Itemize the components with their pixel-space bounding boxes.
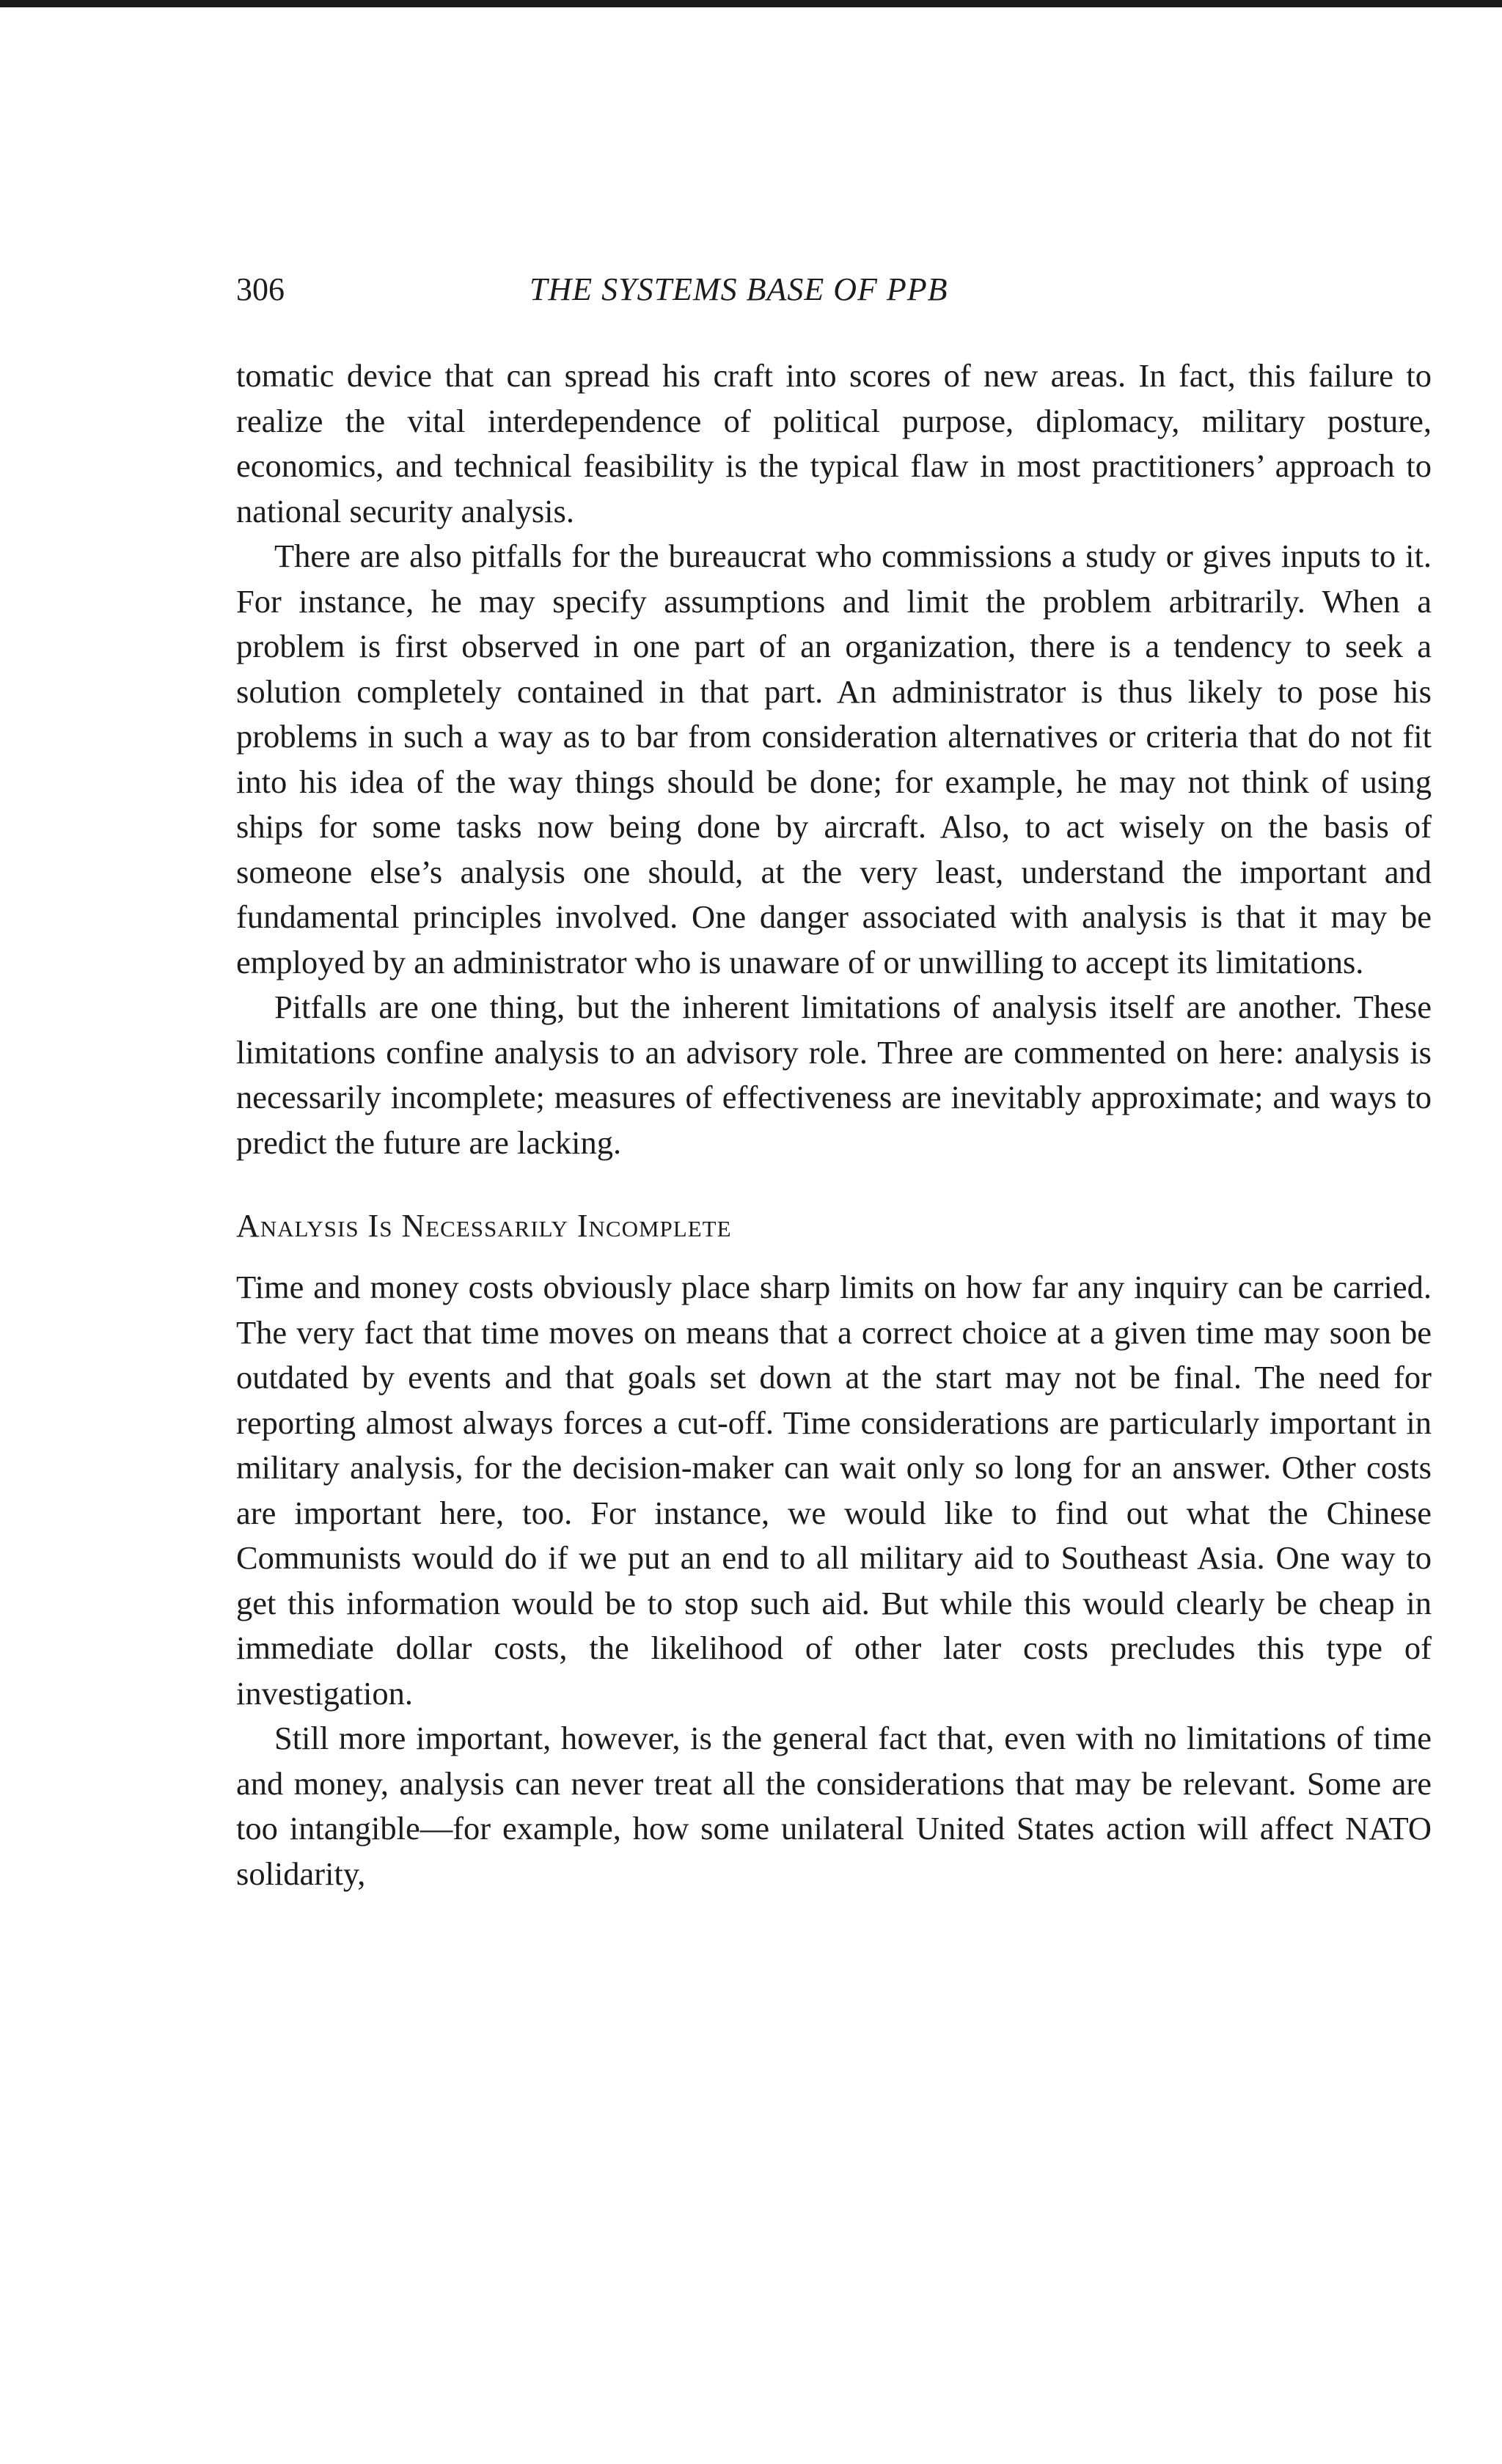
paragraph-time-money-costs: Time and money costs obviously place sharp limits on how far any inquiry can be carried. The very fact that time moves on means that a correct choice at a given time may soon be outdated by events and that goals set down at the start may not be final. The need for reporting almost always forces a cut-off. Time considerations are particularly important in military analysis, for the decision-maker can wait only so long for an answer. Other costs are important here, too. For instance, we would like to find out what the Chinese Communists would do if we put an end to all military aid to Southeast Asia. One way to get this information would be to stop such aid. But while this would clearly be cheap in immediate dollar costs, the likelihood of other later costs precludes this type of investigation. [236, 1269, 1432, 1712]
paragraph-bureaucrat-pitfalls: There are also pitfalls for the bureaucrat who commissions a study or gives inputs to it. For instance, he may specify assumptions and limit the problem arbitrarily. When a problem is first observed in one part of an organization, there is a tendency to seek a solution completely contained in that part. An administrator is thus likely to pose his problems in such a way as to bar from consideration alternatives or criteria that do not fit into his idea of the way things should be done; for example, he may not think of using ships for some tasks now being done by aircraft. Also, to act wisely on the basis of someone else’s analysis one should, at the very least, understand the important and fundamental principles involved. One danger associated with analysis is that it may be employed by an administrator who is unaware of or unwilling to accept its limitations. [236, 538, 1432, 980]
paragraph-intangible-considerations: Still more important, however, is the general fact that, even with no limitations of time and money, analysis can never treat all the considerations that may be relevant. Some are too intangible—for example, how some unilateral United States action will affect NATO solidarity, [236, 1720, 1432, 1892]
page-number: 306 [236, 271, 285, 307]
section-heading: Analysis Is Necessarily Incomplete [236, 1208, 732, 1244]
body-text [236, 353, 1432, 1896]
paragraph-continued: tomatic device that can spread his craft into scores of new areas. In fact, this failure to realize the vital interdependence of political purpose, diplomacy, military posture, economics, and technical feasibility is the typical flaw in most practitioners’ approach to national security analysis. [236, 357, 1432, 529]
paragraph-inherent-limitations: Pitfalls are one thing, but the inherent limitations of analysis itself are another. These limitations confine analysis to an advisory role. Three are commented on here: analysis is necessarily incomplete; measures of effectiveness are inevitably approximate; and ways to predict the future are lacking. [236, 989, 1432, 1161]
running-head [236, 264, 1432, 315]
book-page [236, 264, 1432, 1896]
top-border-rule [0, 0, 1502, 7]
running-title: THE SYSTEMS BASE OF PPB [530, 271, 948, 307]
